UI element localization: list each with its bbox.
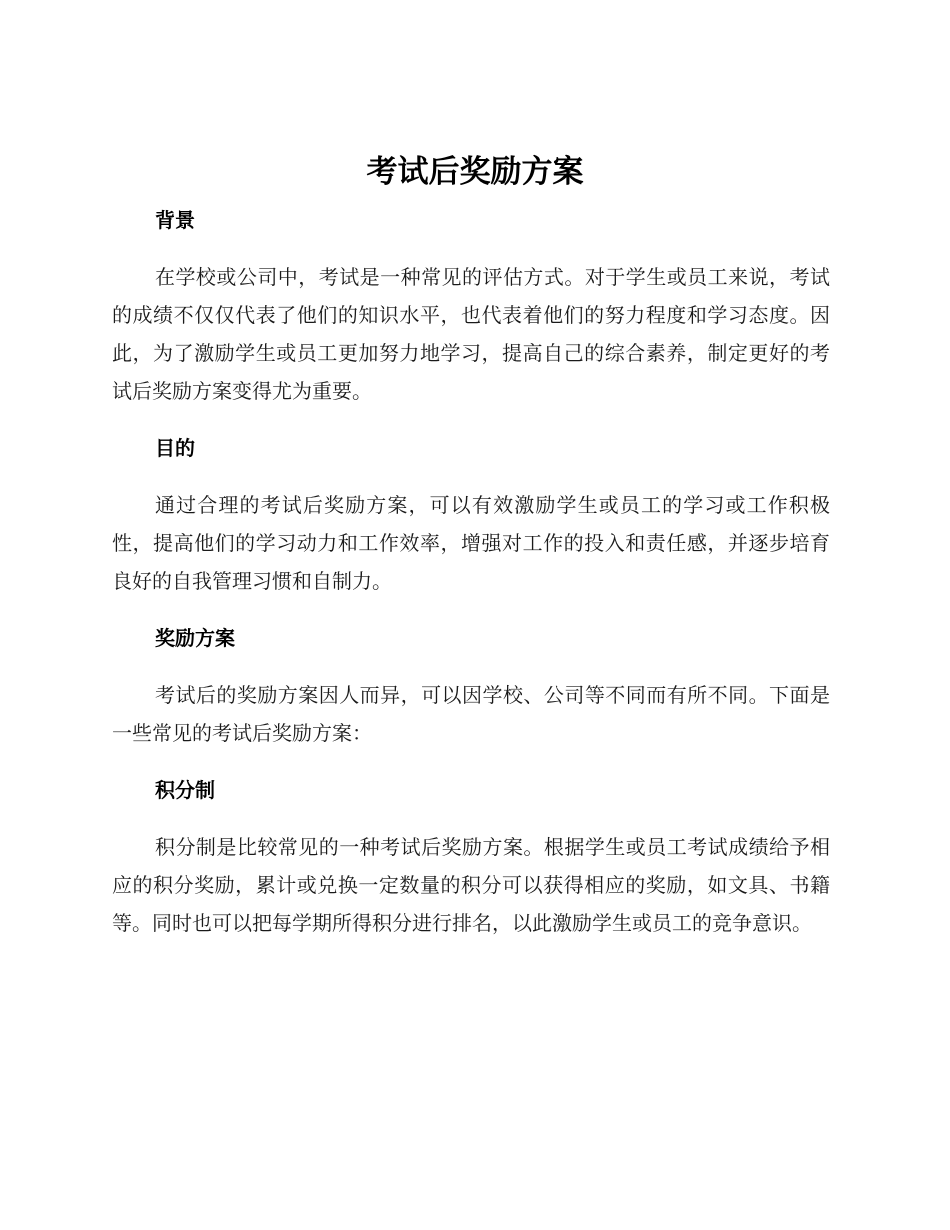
section-purpose: [112, 431, 830, 621]
section-reward-plan: [112, 621, 830, 773]
section-heading: 目的: [155, 436, 195, 460]
section-paragraph: 考试后的奖励方案因人而异，可以因学校、公司等不同而有所不同。下面是一些常见的考试后奖励方案：: [112, 683, 830, 745]
section-paragraph: 积分制是比较常见的一种考试后奖励方案。根据学生或员工考试成绩给予相应的积分奖励，累计或兑换一定数量的积分可以获得相应的奖励，如文具、书籍等。同时也可以把每学期所得积分进行排名，以此激励学生或员工的竞争意识。: [112, 835, 830, 935]
document-body: [112, 203, 830, 942]
section-background: [112, 203, 830, 431]
section-paragraph: 在学校或公司中，考试是一种常见的评估方式。对于学生或员工来说，考试的成绩不仅仅代表了他们的知识水平，也代表着他们的努力程度和学习态度。因此，为了激励学生或员工更加努力地学习，提高自己的综合素养，制定更好的考试后奖励方案变得尤为重要。: [112, 265, 830, 403]
document-title: 考试后奖励方案: [366, 154, 584, 190]
section-heading: 奖励方案: [155, 626, 235, 650]
section-heading: 积分制: [155, 778, 215, 802]
section-paragraph: 通过合理的考试后奖励方案，可以有效激励学生或员工的学习或工作积极性，提高他们的学习动力和工作效率，增强对工作的投入和责任感，并逐步培育良好的自我管理习惯和自制力。: [112, 493, 830, 593]
section-points-system: [112, 773, 830, 942]
section-heading: 背景: [155, 208, 195, 232]
